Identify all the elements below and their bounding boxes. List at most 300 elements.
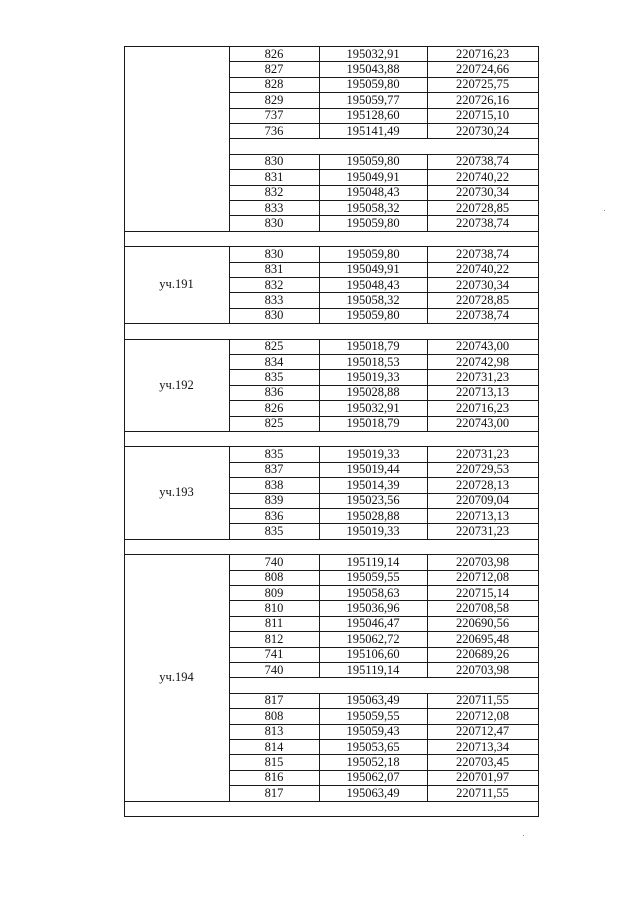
col-line: [124, 46, 125, 231]
col-line: [427, 385, 428, 400]
col-line: [538, 416, 539, 431]
coord-y: 220730,34: [455, 277, 510, 292]
block-line: [124, 323, 539, 324]
point-number: 826: [264, 46, 284, 61]
col-line: [124, 431, 125, 446]
coord-y: 220695,48: [455, 631, 510, 646]
col-line: [538, 523, 539, 538]
col-line: [319, 770, 320, 785]
col-line: [538, 446, 539, 461]
col-line: [538, 724, 539, 739]
col-line: [427, 631, 428, 646]
coord-x: 195059,55: [346, 708, 400, 723]
point-number: 808: [264, 570, 284, 585]
point-number: 833: [264, 200, 284, 215]
col-line: [427, 416, 428, 431]
col-line: [229, 200, 230, 215]
col-line: [538, 631, 539, 646]
col-line: [229, 708, 230, 723]
col-line: [538, 385, 539, 400]
col-line: [427, 46, 428, 61]
col-line: [229, 554, 230, 569]
point-number: 830: [264, 246, 284, 261]
coord-x: 195063,49: [346, 785, 400, 800]
col-line: [538, 770, 539, 785]
coord-y: 220738,74: [455, 308, 510, 323]
col-line: [229, 123, 230, 138]
col-line: [319, 354, 320, 369]
col-line: [319, 185, 320, 200]
col-line: [319, 308, 320, 323]
coord-x: 195019,33: [346, 369, 400, 384]
col-line: [229, 154, 230, 169]
col-line: [538, 600, 539, 615]
coord-y: 220701,97: [455, 770, 510, 785]
plot-label: уч.192: [159, 377, 194, 392]
coord-x: 195043,88: [346, 61, 400, 76]
coord-x: 195059,43: [346, 724, 400, 739]
coord-x: 195059,55: [346, 570, 400, 585]
col-line: [229, 246, 230, 261]
coord-x: 195014,39: [346, 477, 400, 492]
col-line: [229, 46, 230, 61]
col-line: [427, 185, 428, 200]
point-number: 740: [264, 662, 284, 677]
col-line: [229, 585, 230, 600]
coord-x: 195048,43: [346, 277, 400, 292]
point-number: 817: [264, 785, 284, 800]
coord-y: 220725,75: [455, 77, 510, 92]
col-line: [229, 662, 230, 677]
point-number: 828: [264, 77, 284, 92]
col-line: [538, 154, 539, 169]
col-line: [229, 339, 230, 354]
block-line: [124, 801, 539, 802]
col-line: [538, 754, 539, 769]
coord-y: 220712,08: [455, 708, 510, 723]
coord-y: 220715,10: [455, 108, 510, 123]
col-line: [319, 292, 320, 307]
point-number: 810: [264, 600, 284, 615]
point-number: 839: [264, 493, 284, 508]
point-number: 812: [264, 631, 284, 646]
col-line: [229, 570, 230, 585]
col-line: [538, 554, 539, 569]
coord-y: 220728,85: [455, 292, 510, 307]
col-line: [319, 416, 320, 431]
coord-y: 220730,24: [455, 123, 510, 138]
point-number: 825: [264, 416, 284, 431]
coord-x: 195062,72: [346, 631, 400, 646]
col-line: [427, 739, 428, 754]
col-line: [427, 277, 428, 292]
col-line: [319, 662, 320, 677]
col-line: [319, 154, 320, 169]
coord-y: 220740,22: [455, 262, 510, 277]
col-line: [538, 801, 539, 816]
col-line: [319, 169, 320, 184]
coord-x: 195058,32: [346, 200, 400, 215]
col-line: [319, 369, 320, 384]
col-line: [124, 801, 125, 816]
col-line: [538, 46, 539, 61]
coord-y: 220743,00: [455, 339, 510, 354]
col-line: [538, 200, 539, 215]
coord-x: 195141,49: [346, 123, 400, 138]
col-line: [229, 446, 230, 461]
col-line: [124, 539, 125, 554]
col-line: [229, 462, 230, 477]
col-line: [538, 508, 539, 523]
coord-y: 220728,13: [455, 477, 510, 492]
col-line: [427, 708, 428, 723]
col-line: [427, 154, 428, 169]
col-line: [319, 123, 320, 138]
point-number: 816: [264, 770, 284, 785]
coord-y: 220731,23: [455, 369, 510, 384]
point-number: 741: [264, 647, 284, 662]
coord-y: 220731,23: [455, 523, 510, 538]
point-number: 829: [264, 92, 284, 107]
coord-y: 220742,98: [455, 354, 510, 369]
coord-y: 220731,23: [455, 446, 510, 461]
col-line: [229, 354, 230, 369]
col-line: [538, 785, 539, 800]
col-line: [319, 647, 320, 662]
col-line: [538, 616, 539, 631]
coord-x: 195019,44: [346, 462, 400, 477]
coord-x: 195023,56: [346, 493, 400, 508]
col-line: [319, 600, 320, 615]
col-line: [229, 693, 230, 708]
col-line: [427, 61, 428, 76]
point-number: 837: [264, 462, 284, 477]
coord-y: 220743,00: [455, 416, 510, 431]
coord-x: 195049,91: [346, 169, 400, 184]
col-line: [538, 308, 539, 323]
col-line: [427, 477, 428, 492]
col-line: [229, 369, 230, 384]
col-line: [427, 369, 428, 384]
point-number: 832: [264, 185, 284, 200]
coord-y: 220738,74: [455, 246, 510, 261]
col-line: [427, 215, 428, 230]
col-line: [427, 724, 428, 739]
coord-y: 220709,04: [455, 493, 510, 508]
point-number: 825: [264, 339, 284, 354]
coord-y: 220711,55: [456, 693, 509, 708]
col-line: [427, 77, 428, 92]
coord-x: 195052,18: [346, 754, 400, 769]
col-line: [229, 724, 230, 739]
point-number: 831: [264, 169, 284, 184]
coord-y: 220738,74: [455, 154, 510, 169]
col-line: [124, 231, 125, 246]
col-line: [427, 616, 428, 631]
col-line: [229, 277, 230, 292]
col-line: [319, 477, 320, 492]
plot-label: уч.191: [159, 277, 194, 292]
col-line: [427, 585, 428, 600]
col-line: [427, 508, 428, 523]
col-line: [319, 246, 320, 261]
coord-y: 220703,98: [455, 662, 510, 677]
coord-y: 220738,74: [455, 215, 510, 230]
point-number: 835: [264, 523, 284, 538]
plot-label: уч.194: [159, 670, 194, 685]
col-line: [229, 416, 230, 431]
point-number: 813: [264, 724, 284, 739]
point-number: 834: [264, 354, 284, 369]
col-line: [319, 385, 320, 400]
point-number: 835: [264, 369, 284, 384]
coord-y: 220713,34: [455, 739, 510, 754]
col-line: [319, 739, 320, 754]
col-line: [319, 446, 320, 461]
coord-x: 195028,88: [346, 385, 400, 400]
col-line: [538, 662, 539, 677]
col-line: [229, 508, 230, 523]
coord-x: 195062,07: [346, 770, 400, 785]
col-line: [319, 61, 320, 76]
col-line: [319, 616, 320, 631]
col-line: [427, 292, 428, 307]
point-number: 737: [264, 108, 284, 123]
point-number: 836: [264, 508, 284, 523]
coord-y: 220728,85: [455, 200, 510, 215]
point-number: 817: [264, 693, 284, 708]
col-line: [538, 185, 539, 200]
coord-x: 195032,91: [346, 46, 400, 61]
col-line: [319, 108, 320, 123]
col-line: [427, 754, 428, 769]
coord-y: 220740,22: [455, 169, 510, 184]
col-line: [427, 770, 428, 785]
col-line: [229, 739, 230, 754]
col-line: [538, 92, 539, 107]
col-line: [538, 400, 539, 415]
col-line: [229, 647, 230, 662]
col-line: [427, 523, 428, 538]
point-number: 808: [264, 708, 284, 723]
point-number: 832: [264, 277, 284, 292]
point-number: 827: [264, 61, 284, 76]
col-line: [229, 292, 230, 307]
coord-x: 195028,88: [346, 508, 400, 523]
col-line: [538, 231, 539, 246]
col-line: [427, 339, 428, 354]
col-line: [427, 169, 428, 184]
col-line: [319, 92, 320, 107]
col-line: [427, 462, 428, 477]
col-line: [319, 277, 320, 292]
col-line: [427, 785, 428, 800]
scan-speck: [523, 835, 524, 836]
col-line: [538, 169, 539, 184]
col-line: [319, 400, 320, 415]
point-number: 815: [264, 754, 284, 769]
col-line: [427, 600, 428, 615]
col-line: [538, 323, 539, 338]
block-line: [124, 539, 539, 540]
col-line: [319, 708, 320, 723]
col-line: [538, 585, 539, 600]
coord-x: 195128,60: [346, 108, 400, 123]
point-number: 833: [264, 292, 284, 307]
coord-y: 220703,45: [455, 754, 510, 769]
col-line: [319, 631, 320, 646]
col-line: [427, 308, 428, 323]
col-line: [427, 570, 428, 585]
coord-x: 195049,91: [346, 262, 400, 277]
coord-y: 220689,26: [455, 647, 510, 662]
col-line: [319, 77, 320, 92]
block-line: [124, 231, 539, 232]
point-number: 830: [264, 308, 284, 323]
col-line: [538, 61, 539, 76]
col-line: [538, 647, 539, 662]
col-line: [538, 354, 539, 369]
block-line: [124, 816, 539, 817]
col-line: [229, 493, 230, 508]
coord-x: 195059,80: [346, 77, 400, 92]
coord-x: 195019,33: [346, 446, 400, 461]
col-line: [229, 61, 230, 76]
coord-x: 195106,60: [346, 647, 400, 662]
col-line: [319, 493, 320, 508]
col-line: [229, 754, 230, 769]
col-line: [124, 323, 125, 338]
coord-y: 220713,13: [455, 508, 510, 523]
coord-x: 195059,80: [346, 154, 400, 169]
coord-y: 220715,14: [455, 585, 510, 600]
col-line: [319, 785, 320, 800]
coord-x: 195119,14: [346, 554, 400, 569]
col-line: [319, 215, 320, 230]
col-line: [427, 108, 428, 123]
col-line: [538, 292, 539, 307]
coord-y: 220712,47: [455, 724, 510, 739]
point-number: 809: [264, 585, 284, 600]
coord-x: 195059,80: [346, 308, 400, 323]
coord-x: 195046,47: [346, 616, 400, 631]
scan-speck: [604, 210, 605, 211]
col-line: [538, 493, 539, 508]
col-line: [319, 262, 320, 277]
coord-y: 220730,34: [455, 185, 510, 200]
col-line: [229, 92, 230, 107]
coord-x: 195053,65: [346, 739, 400, 754]
col-line: [229, 185, 230, 200]
col-line: [427, 200, 428, 215]
col-line: [229, 400, 230, 415]
col-line: [538, 123, 539, 138]
col-line: [427, 446, 428, 461]
plot-label: уч.193: [159, 485, 194, 500]
coord-y: 220711,55: [456, 785, 509, 800]
point-number: 830: [264, 215, 284, 230]
col-line: [538, 693, 539, 708]
point-number: 831: [264, 262, 284, 277]
coord-y: 220729,53: [455, 462, 510, 477]
point-number: 836: [264, 385, 284, 400]
coord-y: 220716,23: [455, 400, 510, 415]
col-line: [319, 693, 320, 708]
col-line: [319, 46, 320, 61]
col-line: [538, 431, 539, 446]
col-line: [427, 262, 428, 277]
col-line: [538, 339, 539, 354]
col-line: [319, 554, 320, 569]
point-number: 740: [264, 554, 284, 569]
col-line: [229, 616, 230, 631]
col-line: [538, 570, 539, 585]
col-line: [319, 200, 320, 215]
col-line: [538, 369, 539, 384]
col-line: [229, 215, 230, 230]
col-line: [229, 262, 230, 277]
col-line: [427, 123, 428, 138]
coord-x: 195018,53: [346, 354, 400, 369]
block-line: [124, 431, 539, 432]
col-line: [229, 385, 230, 400]
point-number: 826: [264, 400, 284, 415]
col-line: [319, 570, 320, 585]
coord-x: 195036,96: [346, 600, 400, 615]
col-line: [319, 523, 320, 538]
col-line: [319, 585, 320, 600]
coord-y: 220703,98: [455, 554, 510, 569]
col-line: [229, 77, 230, 92]
col-line: [427, 662, 428, 677]
coord-y: 220716,23: [455, 46, 510, 61]
point-number: 838: [264, 477, 284, 492]
col-line: [319, 754, 320, 769]
coord-x: 195058,32: [346, 292, 400, 307]
coord-x: 195019,33: [346, 523, 400, 538]
col-line: [229, 169, 230, 184]
col-line: [427, 92, 428, 107]
col-line: [319, 339, 320, 354]
col-line: [538, 739, 539, 754]
coord-x: 195059,80: [346, 246, 400, 261]
row-line: [229, 138, 539, 139]
col-line: [538, 277, 539, 292]
col-line: [427, 246, 428, 261]
col-line: [427, 400, 428, 415]
coord-x: 195058,63: [346, 585, 400, 600]
col-line: [229, 770, 230, 785]
col-line: [427, 354, 428, 369]
col-line: [229, 785, 230, 800]
coord-x: 195018,79: [346, 339, 400, 354]
coord-y: 220713,13: [455, 385, 510, 400]
col-line: [319, 508, 320, 523]
col-line: [427, 693, 428, 708]
col-line: [427, 554, 428, 569]
point-number: 830: [264, 154, 284, 169]
col-line: [538, 246, 539, 261]
col-line: [229, 677, 230, 692]
coord-x: 195032,91: [346, 400, 400, 415]
col-line: [538, 77, 539, 92]
coord-y: 220712,08: [455, 570, 510, 585]
coord-x: 195119,14: [346, 662, 400, 677]
col-line: [538, 262, 539, 277]
point-number: 835: [264, 446, 284, 461]
row-line: [229, 677, 539, 678]
point-number: 814: [264, 739, 284, 754]
